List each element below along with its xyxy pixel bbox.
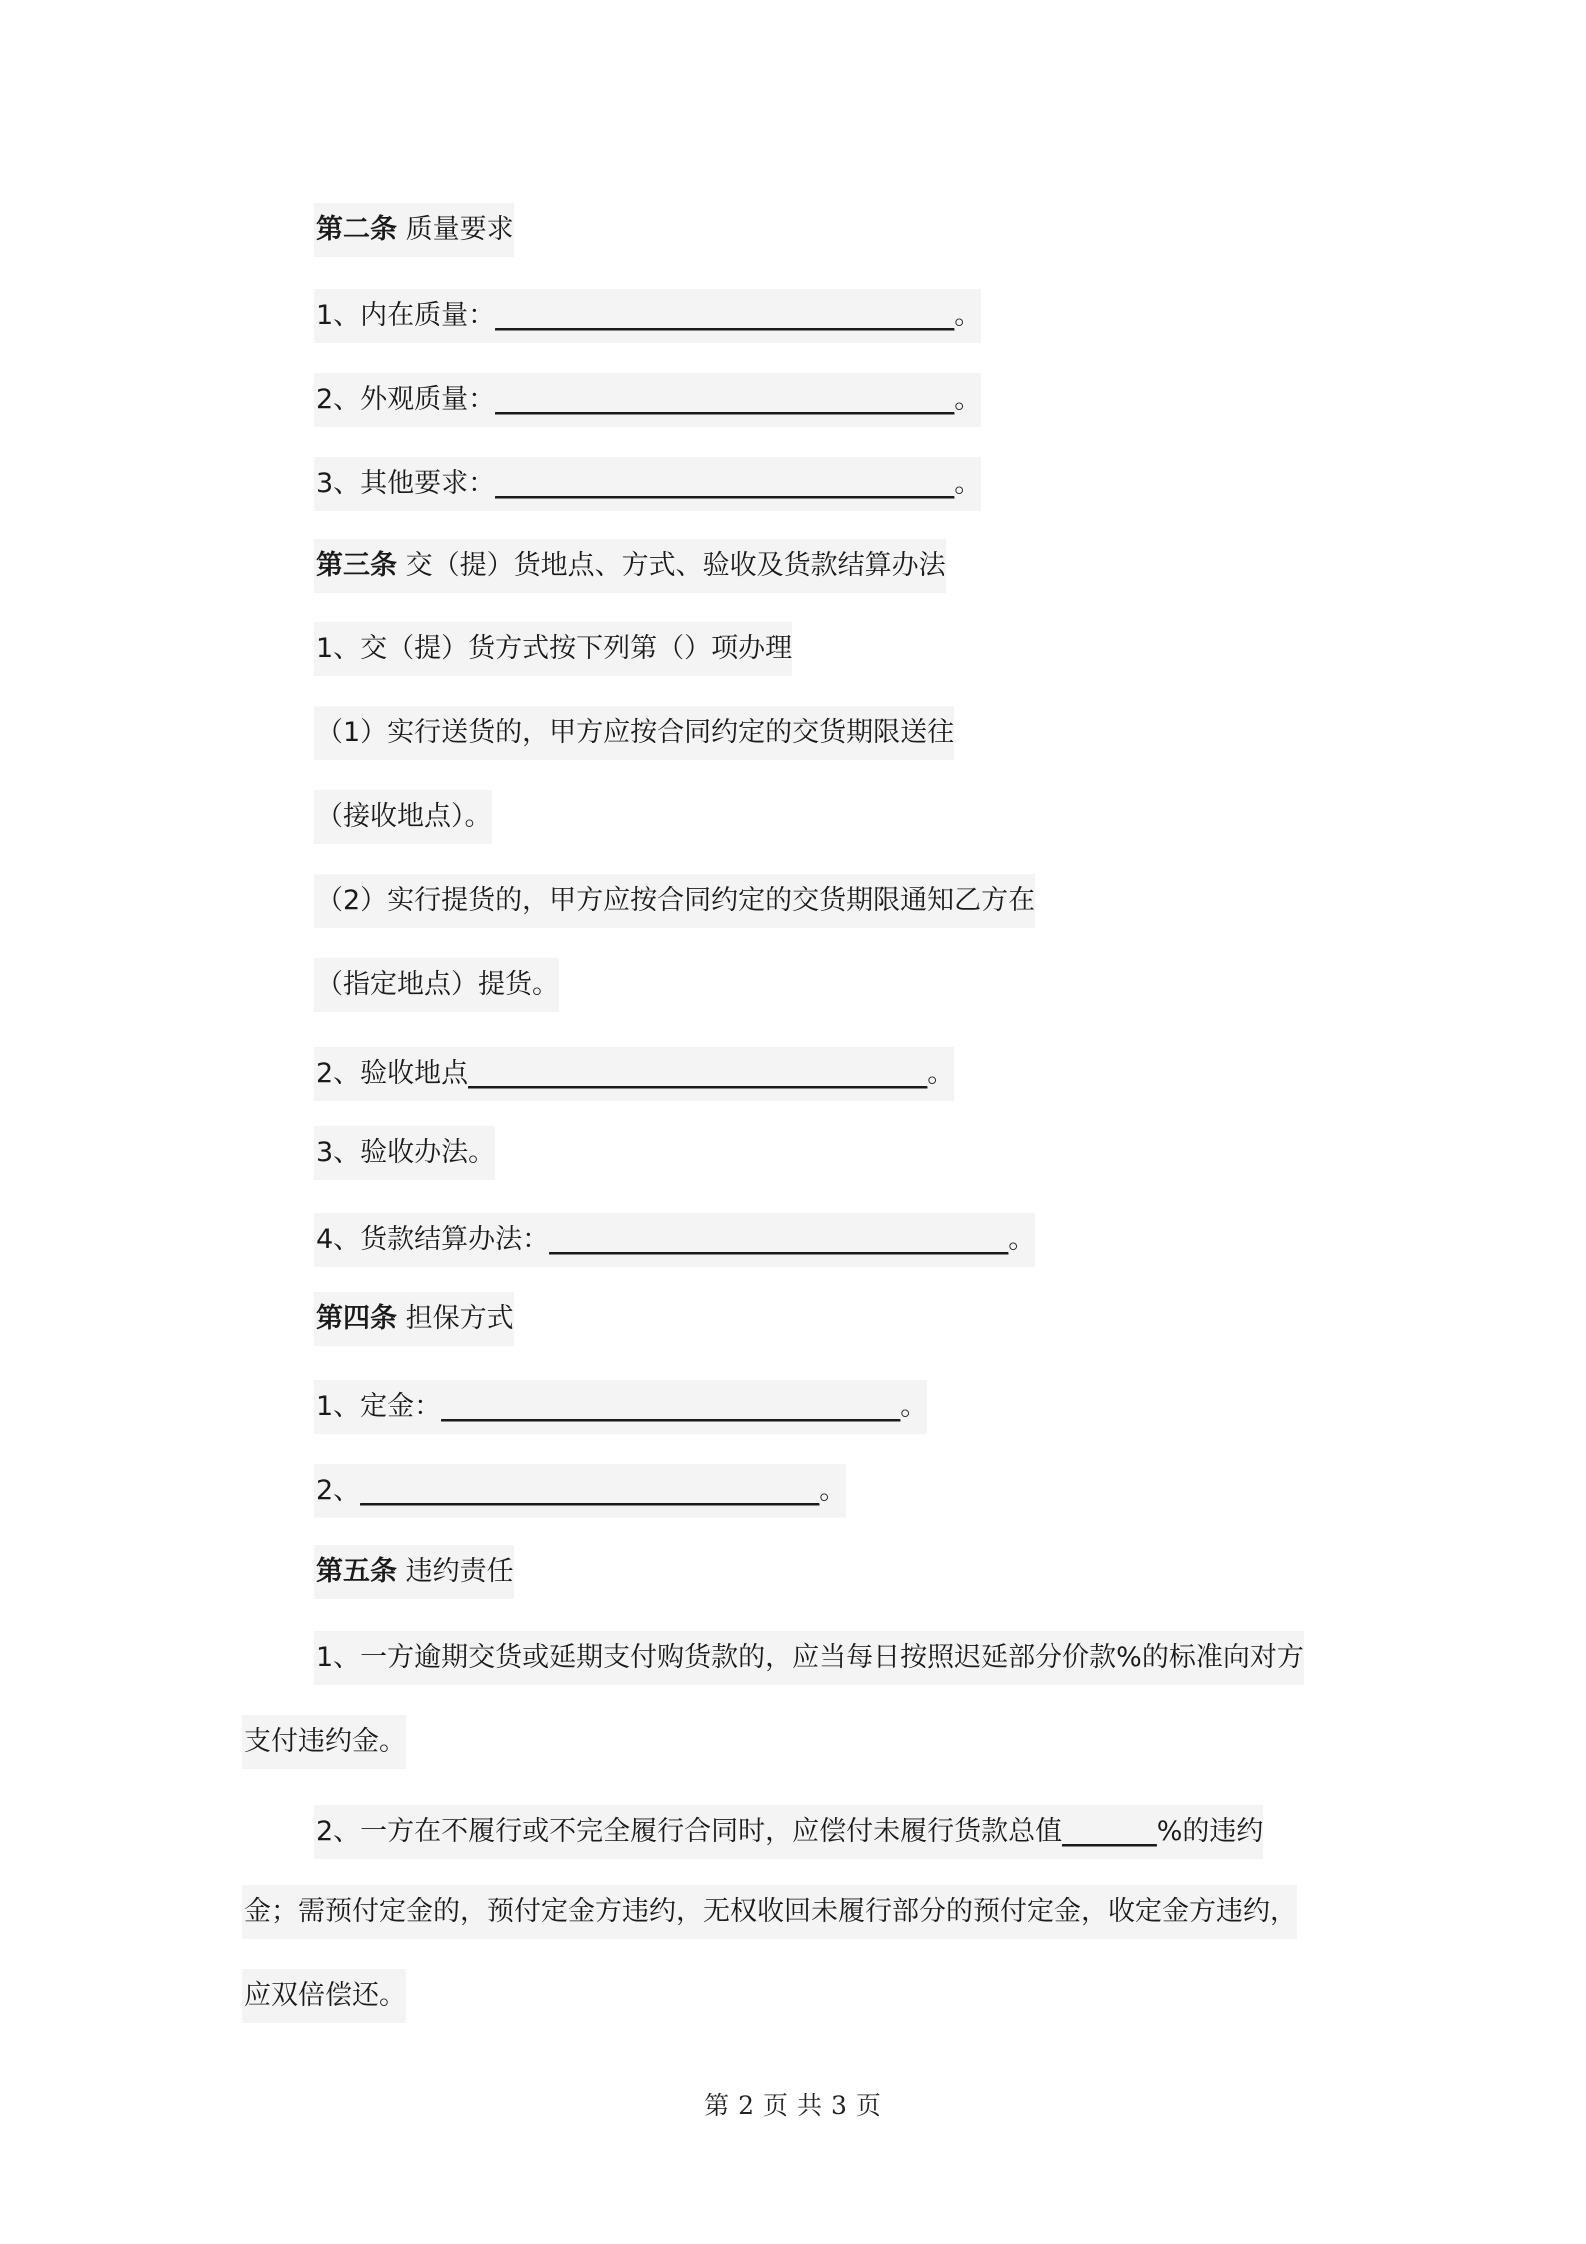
page-number: 2 [738,2091,755,2120]
article-5-number: 第五条 [316,1556,397,1587]
item-label: 3、其他要求： [316,468,496,499]
article-2-title: 质量要求 [405,214,514,245]
article-5-p1-line-1 [314,1631,1304,1685]
line-text: 1、交（提）货方式按下列第（）项办理 [316,633,793,664]
item-end: 。 [900,1391,928,1422]
item-end: 。 [927,1058,955,1089]
article-3-heading [314,539,946,593]
item-label: 1、定金： [316,1391,442,1422]
article-3-title: 交（提）货地点、方式、验收及货款结算办法 [405,550,946,581]
article-2-item-3 [314,457,981,511]
item-end: 。 [954,300,982,331]
article-5-heading [314,1545,514,1599]
item-end: 。 [1008,1224,1036,1255]
article-3-number: 第三条 [316,550,397,581]
footer-text: 页 [855,2091,882,2120]
line-text: 3、验收办法。 [316,1137,496,1168]
line-text: 金；需预付定金的，预付定金方违约，无权收回未履行部分的预付定金，收定金方违约， [244,1896,1297,1927]
fill-blank: __________________________________ [360,1475,820,1506]
line-text: （接收地点）。 [316,801,492,832]
footer-text: 第 [704,2091,731,2120]
article-5-p2-line-1 [314,1805,1263,1859]
footer-text: 共 [797,2091,824,2120]
article-3-line-3 [314,790,492,844]
article-4-line-2 [314,1464,846,1518]
item-end: 。 [819,1475,847,1506]
article-2-item-2 [314,373,981,427]
item-end: 。 [954,468,982,499]
line-text: 应双倍偿还。 [244,1980,406,2011]
fill-blank: __________________________________ [468,1058,928,1089]
fill-blank: __________________________________ [495,384,955,415]
item-label: 2、验收地点 [316,1058,469,1089]
fill-blank: _______ [1062,1816,1157,1847]
line-text: （2）实行提货的，甲方应按合同约定的交货期限通知乙方在 [316,885,1036,916]
fill-blank: __________________________________ [441,1391,901,1422]
line-text: %的违约 [1156,1816,1264,1847]
line-text: 支付违约金。 [244,1726,406,1757]
article-3-line-1 [314,622,792,676]
article-4-title: 担保方式 [405,1303,514,1334]
article-3-line-2 [314,706,954,760]
item-label: 4、货款结算办法： [316,1224,550,1255]
line-text: 2、一方在不履行或不完全履行合同时，应偿付未履行货款总值 [316,1816,1063,1847]
line-text: （1）实行送货的，甲方应按合同约定的交货期限送往 [316,717,955,748]
total-pages: 3 [831,2091,848,2120]
item-label: 2、 [316,1475,361,1506]
article-3-line-6 [314,1047,954,1101]
item-end: 。 [954,384,982,415]
line-text: （指定地点）提货。 [316,969,559,1000]
page-footer [0,2086,1586,2122]
article-3-line-5 [314,958,559,1012]
article-4-line-1 [314,1380,927,1434]
article-3-line-7 [314,1126,495,1180]
article-2-number: 第二条 [316,214,397,245]
article-5-p2-line-2 [242,1885,1297,1939]
article-5-title: 违约责任 [405,1556,514,1587]
article-5-p1-line-2 [242,1715,406,1769]
article-2-item-1 [314,289,981,343]
article-4-number: 第四条 [316,1303,397,1334]
footer-text: 页 [762,2091,789,2120]
item-label: 1、内在质量： [316,300,496,331]
article-4-heading [314,1292,514,1346]
article-3-line-8 [314,1213,1035,1267]
article-5-p2-line-3 [242,1969,406,2023]
fill-blank: __________________________________ [549,1224,1009,1255]
fill-blank: __________________________________ [495,300,955,331]
article-3-line-4 [314,874,1035,928]
article-2-heading [314,203,514,257]
line-text: 1、一方逾期交货或延期支付购货款的，应当每日按照迟延部分价款%的标准向对方 [316,1642,1304,1673]
fill-blank: __________________________________ [495,468,955,499]
item-label: 2、外观质量： [316,384,496,415]
